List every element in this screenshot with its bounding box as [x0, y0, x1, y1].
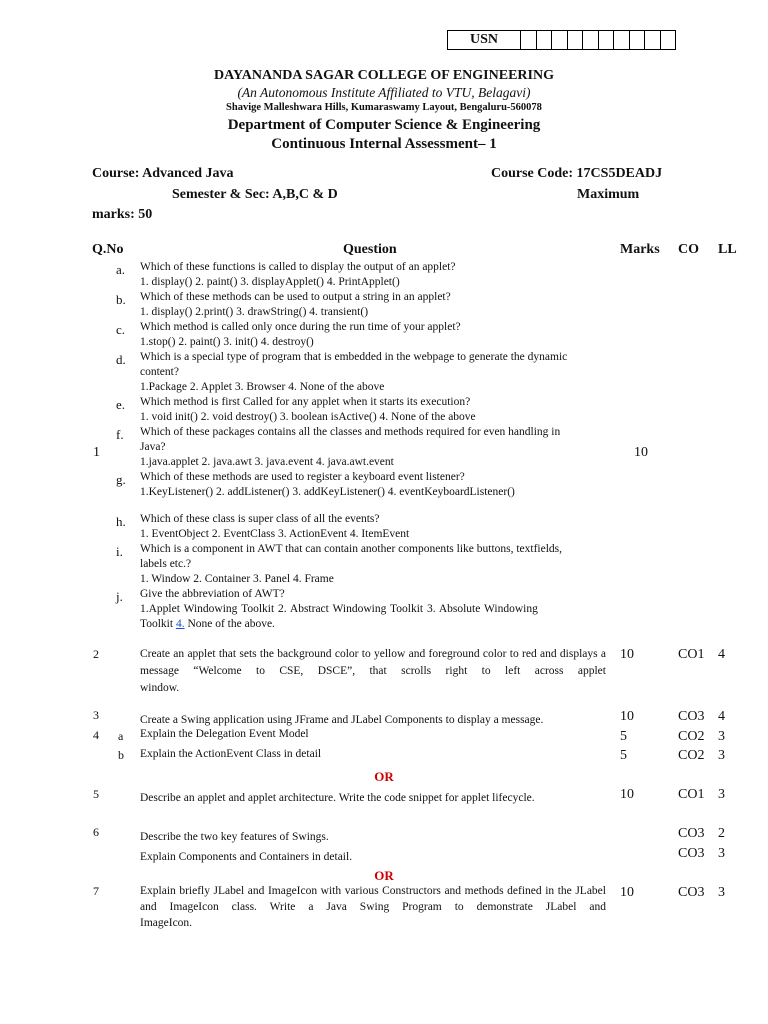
q1-part-letter: i. [116, 544, 123, 559]
q1-part-letter: c. [116, 322, 126, 337]
q1-part-a [140, 260, 606, 290]
q7-number: 7 [93, 884, 99, 898]
usn-cell [614, 31, 630, 49]
q1-part-b [140, 290, 606, 320]
q3-co: CO3 [678, 709, 705, 724]
q4b-ll: 3 [718, 748, 725, 763]
maximum-label: Maximum [577, 187, 640, 202]
q7-marks: 10 [620, 885, 634, 900]
affiliation: (An Autonomous Institute Affiliated to VTU, Belagavi) [237, 85, 531, 100]
course-name: Course: Advanced Java [92, 166, 234, 181]
question-line: Which is a special type of program that is embedded in the webpage to generate the dynamic [140, 351, 568, 363]
usn-cell [661, 31, 676, 49]
q6-number: 6 [93, 825, 99, 839]
q4a-marks: 5 [620, 729, 627, 744]
q1-part-g [140, 470, 606, 500]
q6-co-1: CO3 [678, 826, 705, 841]
q1-part-c [140, 320, 606, 350]
usn-cell [583, 31, 599, 49]
usn-cell [537, 31, 553, 49]
q3-text [140, 713, 606, 728]
q1-number: 1 [93, 445, 100, 460]
question-line: Which method is first Called for any applet when it starts its execution? [140, 396, 471, 408]
q2-number: 2 [93, 647, 99, 661]
q5-marks: 10 [620, 787, 634, 802]
question-text: Explain Components and Containers in detail. [140, 851, 353, 863]
question-line: Java? [140, 441, 166, 453]
or-label: OR [374, 868, 394, 883]
options-line: 1.java.applet 2. java.awt 3. java.event 4. java.awt.event [140, 456, 394, 468]
q1-part-letter: j. [116, 589, 123, 604]
option-link[interactable]: 4. [175, 618, 185, 630]
question-line: Which of these class is super class of all the events? [140, 513, 380, 525]
usn-box [447, 30, 676, 50]
question-line: Which of these functions is called to display the output of an applet? [140, 261, 456, 273]
q2-marks: 10 [620, 647, 634, 662]
usn-label: USN [448, 31, 521, 49]
col-question: Question [343, 242, 397, 257]
q2-text [140, 646, 606, 697]
q7-co: CO3 [678, 885, 705, 900]
q1-part-letter: e. [116, 397, 126, 412]
q1-part-letter: f. [116, 427, 124, 442]
question-text: Explain briefly JLabel and ImageIcon with various Constructors and methods defined in the JLabel and ImageIcon class. Write a Java Swing Program to demonstrate JLabel and [140, 885, 606, 913]
q1-part-letter: g. [116, 472, 126, 487]
question-line: Which method is called only once during the run time of your applet? [140, 321, 461, 333]
question-text: Describe the two key features of Swings. [140, 831, 329, 843]
q2-co: CO1 [678, 647, 705, 662]
q3-marks: 10 [620, 709, 634, 724]
q7-ll: 3 [718, 885, 725, 900]
options-line: 1.stop() 2. paint() 3. init() 4. destroy() [140, 336, 314, 348]
q1-part-j [140, 587, 606, 632]
q1-part-letter: h. [116, 514, 126, 529]
semester: Semester & Sec: A,B,C & D [172, 187, 338, 202]
q1-part-letter: d. [116, 352, 126, 367]
question-text: Describe an applet and applet architecture. Write the code snippet for applet lifecycle. [140, 792, 535, 804]
or-label: OR [374, 769, 394, 784]
q4b-marks: 5 [620, 748, 627, 763]
options-line: 1.KeyListener() 2. addListener() 3. addKeyListener() 4. eventKeyboardListener() [140, 486, 515, 498]
course-code: Course Code: 17CS5DEADJ [491, 166, 663, 181]
q3-ll: 4 [718, 709, 725, 724]
q4-part-letter: b [118, 748, 124, 762]
question-line: Which of these packages contains all the classes and methods required for even handling in [140, 426, 561, 438]
q1-part-f [140, 425, 606, 470]
question-line: Which of these methods are used to register a keyboard event listener? [140, 471, 465, 483]
q6-line-1 [140, 830, 606, 845]
q1-marks: 10 [634, 445, 648, 460]
options-line: 1. display() 2.print() 3. drawString() 4. transient() [140, 306, 369, 318]
question-line: Give the abbreviation of AWT? [140, 588, 285, 600]
q1-part-h [140, 512, 606, 542]
q4-part-letter: a [118, 729, 124, 743]
col-ll: LL [718, 242, 737, 257]
q5-number: 5 [93, 787, 99, 801]
question-line: Which of these methods can be used to output a string in an applet? [140, 291, 451, 303]
col-co: CO [678, 242, 699, 257]
q1-part-d [140, 350, 606, 395]
department: Department of Computer Science & Engineering [227, 117, 541, 133]
options-text: None of the above. [184, 618, 275, 630]
question-line: labels etc.? [140, 558, 192, 570]
max-marks: marks: 50 [92, 207, 153, 222]
q1-part-i [140, 542, 606, 587]
question-text: Create an applet that sets the background color to yellow and foreground color to red and displays a message “Welcome to CSE, DSCE”, that scrolls right to left across applet [140, 648, 606, 677]
usn-cell [552, 31, 568, 49]
col-marks: Marks [620, 242, 660, 257]
question-text-last: window. [140, 682, 180, 694]
q6-ll-2: 3 [718, 846, 725, 861]
q6-co-2: CO3 [678, 846, 705, 861]
q4-number: 4 [93, 728, 99, 742]
usn-cell [645, 31, 661, 49]
q6-line-2 [140, 850, 606, 865]
options-line: 1. display() 2. paint() 3. displayApplet() 4. PrintApplet() [140, 276, 400, 288]
options-text: Toolkit [140, 618, 176, 630]
usn-cell [521, 31, 537, 49]
q5-co: CO1 [678, 787, 705, 802]
q4a-co: CO2 [678, 729, 705, 744]
question-line: Which is a component in AWT that can contain another components like buttons, textfields, [140, 543, 563, 555]
col-qno: Q.No [92, 242, 124, 257]
q1-part-e [140, 395, 606, 425]
question-line: content? [140, 366, 179, 378]
address: Shavige Malleshwara Hills, Kumaraswamy Layout, Bengaluru-560078 [226, 102, 542, 113]
question-text: Explain the Delegation Event Model [140, 728, 309, 740]
college-name: DAYANANDA SAGAR COLLEGE OF ENGINEERING [214, 68, 554, 83]
q7-text [140, 883, 606, 931]
usn-cell [630, 31, 646, 49]
question-text: Explain the ActionEvent Class in detail [140, 748, 322, 760]
q5-text [140, 791, 606, 806]
options-line: 1.Package 2. Applet 3. Browser 4. None of the above [140, 381, 385, 393]
usn-cell [568, 31, 584, 49]
q3-number: 3 [93, 708, 99, 722]
question-text: Create a Swing application using JFrame and JLabel Components to display a message. [140, 714, 544, 726]
q2-ll: 4 [718, 647, 725, 662]
options-line-last [140, 617, 606, 632]
options-line: 1. void init() 2. void destroy() 3. boolean isActive() 4. None of the above [140, 411, 476, 423]
exam-title: Continuous Internal Assessment– 1 [271, 136, 497, 152]
q6-ll-1: 2 [718, 826, 725, 841]
q5-ll: 3 [718, 787, 725, 802]
q1-part-letter: a. [116, 262, 126, 277]
options-line: 1. Window 2. Container 3. Panel 4. Frame [140, 573, 334, 585]
q4b-co: CO2 [678, 748, 705, 763]
q1-part-letter: b. [116, 292, 126, 307]
usn-cell [599, 31, 615, 49]
question-text-last: ImageIcon. [140, 917, 193, 929]
q4a-ll: 3 [718, 729, 725, 744]
q4-part-a [140, 727, 606, 742]
q4-part-b [140, 747, 606, 762]
options-line: 1. EventObject 2. EventClass 3. ActionEvent 4. ItemEvent [140, 528, 410, 540]
options-line: 1.Applet Windowing Toolkit 2. Abstract Windowing Toolkit 3. Absolute Windowing [140, 603, 538, 615]
